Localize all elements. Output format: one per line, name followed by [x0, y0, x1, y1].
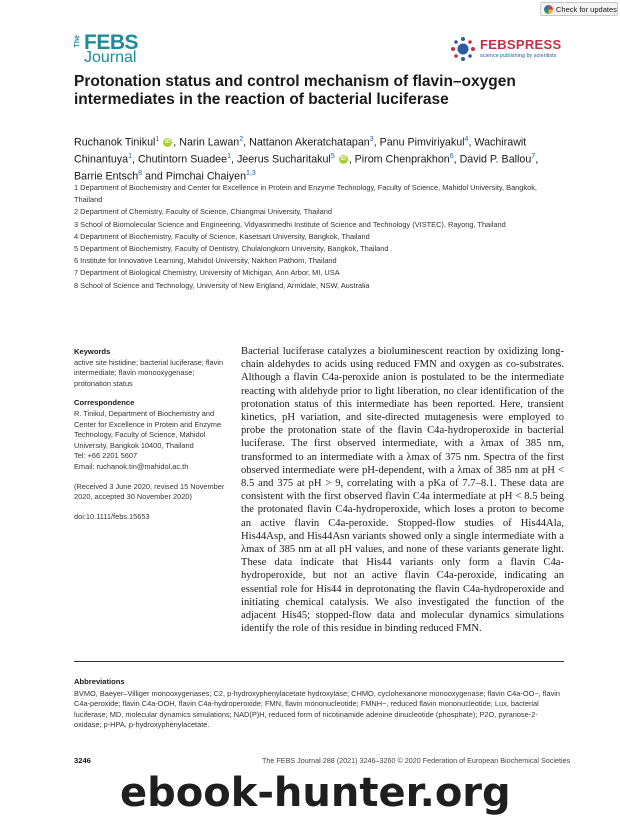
febs-press-tagline: science publishing by scientists [480, 53, 557, 59]
check-for-updates-label: Check for updates [556, 4, 617, 14]
author-name: Panu Pimviriyakul [379, 136, 465, 149]
correspondence-email[interactable]: Email: ruchanok.tin@mahidol.ac.th [74, 461, 189, 471]
affiliation-item: 5 Department of Biochemistry, Faculty of Dentistry, Chulalongkorn University, Bangkok, Thailand [74, 244, 389, 254]
author-name: David P. Ballou [459, 153, 532, 166]
author-name: Narin Lawan [179, 136, 240, 149]
affiliation-list [74, 182, 554, 292]
section-divider [74, 661, 564, 662]
author-affiliation-mark: 2 [239, 136, 244, 143]
author-name: Jeerus Sucharitakul [236, 153, 331, 166]
author-affiliation-mark: 1 [227, 153, 231, 161]
orcid-icon[interactable]: iD [165, 139, 171, 146]
affiliation-item: 7 Department of Biological Chemistry, University of Michigan, Ann Arbor, MI, USA [74, 268, 340, 278]
correspondence-heading: Correspondence [74, 398, 135, 408]
febs-press-name: FEBSPRESS [480, 37, 562, 52]
article-doi[interactable]: doi:10.1111/febs.15653 [74, 511, 150, 521]
abstract-text: Bacterial luciferase catalyzes a bioluminescent reaction by oxidizing long-chain aldehydes to acids using reduced FMN and oxygen as co-substrates. Although a flavin C4a-peroxide anion is postulated to be the intermediate reacting with aldehyde prior to light liberation, no clear identification of the protonation status of this intermediate has been reported. Here, transient kinetics, pH variation, and site-directed mutagenesis were employed to probe the protonation state of the flavin C4a-hydroperoxide in bacterial luciferase. The first observed intermediate, with a λmax of 385 nm, transformed to an intermediate with a λmax of 375 nm. Spectra of the first observed intermediate were pH-dependent, with a λmax of 385 nm at pH < 8.5 and 375 at pH > 9, correlating with a pKa of 7.7–8.1. These data are consistent with the first observed flavin C4a intermediate at pH < 8.5 being the protonated flavin C4a-hydroperoxide, which loses a proton to become an active flavin C4a-peroxide. Stopped-flow studies of His44Ala, His44Asp, and His44Asn variants showed only a single intermediate with a λmax of 385 nm at all pH values, and none of these variants generate light. These data indicate that His44 variants only form a flavin C4a-hydroperoxide, but not an active flavin C4a-peroxide, indicating an essential role for His44 in deprotonating the flavin C4a-hydroperoxide and initiating chemical catalysis. We also investigated the function of the adjacent His45; stopped-flow data and molecular dynamics simulations identify the role of this residue in binding reduced FMN. [241, 346, 564, 635]
affiliation-item: 1 Department of Biochemistry and Center for Excellence in Protein and Enzyme Technology, Faculty of Science, Mahidol University, Bangkok, Thailand [74, 183, 537, 205]
affiliation-item: 4 Department of Biochemistry, Faculty of Science, Kasetsart University, Bangkok, Thailand [74, 231, 370, 241]
logo-journal: Journal [84, 49, 137, 66]
affiliation-item: 6 Institute for Innovative Learning, Mahidol University, Nakhon Pathom, Thailand [74, 256, 337, 266]
author-affiliation-mark: 3 [369, 136, 374, 143]
logo-the: The [74, 35, 81, 48]
author-name: Wachirawit Chinantuya [74, 136, 527, 166]
crossmark-icon [544, 5, 553, 14]
correspondence-tel: Tel: +66 2201 5607 [74, 451, 138, 461]
keywords-text: active site histidine; bacterial luciferase; flavin intermediate; flavin monooxygenase; protonation status [74, 357, 224, 388]
article-title: Protonation status and control mechanism of flavin–oxygen intermediates in the reaction of bacterial luciferase [74, 73, 516, 108]
logo-febs: FEBS [84, 31, 139, 54]
author-name: Pimchai Chaiyen [165, 170, 247, 183]
abbreviations-text: BVMO, Baeyer–Villiger monooxygenases; C2, p-hydroxyphenylacetate hydroxylase; CHMO, cyclohexanone monooxygenase; flavin C4a-OO−, flavin C4a-peroxide; flavin C4a-OOH, flavin C4a-hydroperoxide; FMN, flavin mononucleotide; FMNH−, reduced flavin mononucleotide; Lux, bacterial luciferase; MD, molecular dynamics simulations; NAD(P)H, reduced form of nicotinamide adenine dinucleotide (phosphate); P2O, pyranose-2-oxidase; p-HPA, p-hydroxyphenylacetate. [74, 688, 561, 730]
author-affiliation-mark: 7 [531, 153, 536, 161]
febs-press-dots-icon [450, 36, 476, 62]
page-number: 3246 [74, 756, 91, 765]
author-name: Barrie Entsch [74, 170, 139, 183]
check-for-updates-button[interactable] [540, 2, 618, 16]
author-name: Nattanon Akeratchatapan [249, 136, 370, 149]
affiliation-item: 8 School of Science and Technology, University of New England, Armidale, NSW, Australia [74, 280, 370, 290]
author-affiliation-mark: 6 [449, 153, 454, 161]
journal-footer: The FEBS Journal 288 (2021) 3246–3260 © 2020 Federation of European Biochemical Societies [262, 756, 571, 765]
watermark-text: ebook-hunter.org [120, 770, 511, 816]
author-affiliation-mark: 8 [138, 170, 143, 178]
febs-press-logo [450, 34, 570, 62]
abbreviations-heading: Abbreviations [74, 677, 125, 686]
author-affiliation-mark: 1 [128, 153, 132, 161]
author-name: Chutintorn Suadee [137, 153, 228, 166]
sidebar-info [74, 347, 226, 522]
author-affiliation-mark: 1,3 [246, 170, 256, 178]
affiliation-item: 2 Department of Chemistry, Faculty of Science, Chiangmai University, Thailand [74, 207, 332, 217]
author-affiliation-mark: 5 [330, 153, 335, 161]
author-name: Ruchanok Tinikul [74, 136, 156, 149]
orcid-icon[interactable]: iD [340, 156, 346, 163]
affiliation-item: 3 School of Biomolecular Science and Engineering, Vidyasirimedhi Institute of Science and Technology (VISTEC), Rayong, Thailand [74, 219, 506, 229]
keywords-heading: Keywords [74, 347, 111, 356]
author-affiliation-mark: 4 [464, 136, 469, 143]
author-name: Pirom Chenprakhon [354, 153, 450, 166]
correspondence-text: R. Tinikul, Department of Biochemistry and Center for Excellence in Protein and Enzyme Technology, Faculty of Science, Mahidol University, Bangkok 10400, Thailand [74, 408, 222, 450]
article-history: (Received 3 June 2020, revised 15 November 2020, accepted 30 November 2020) [74, 481, 225, 502]
author-affiliation-mark: 1 [155, 136, 160, 143]
author-list: Ruchanok Tinikul$^1$ iD , Narin Lawan$^2$, Nattanon Akeratchatapan$^3$, Panu Pimviriyakul$^4$, Wachirawit Chinantuya$^1$, Chutintorn Suadee$^1$, Jeerus Sucharitakul$^5$ iD , Pirom Chenprakhon$^6$, David P. Ballou$^7$, Barrie Entsch$^8$ and Pimchai Chaiyen$^{1,3}$ [74, 136, 539, 183]
abbreviations-section [74, 677, 564, 731]
